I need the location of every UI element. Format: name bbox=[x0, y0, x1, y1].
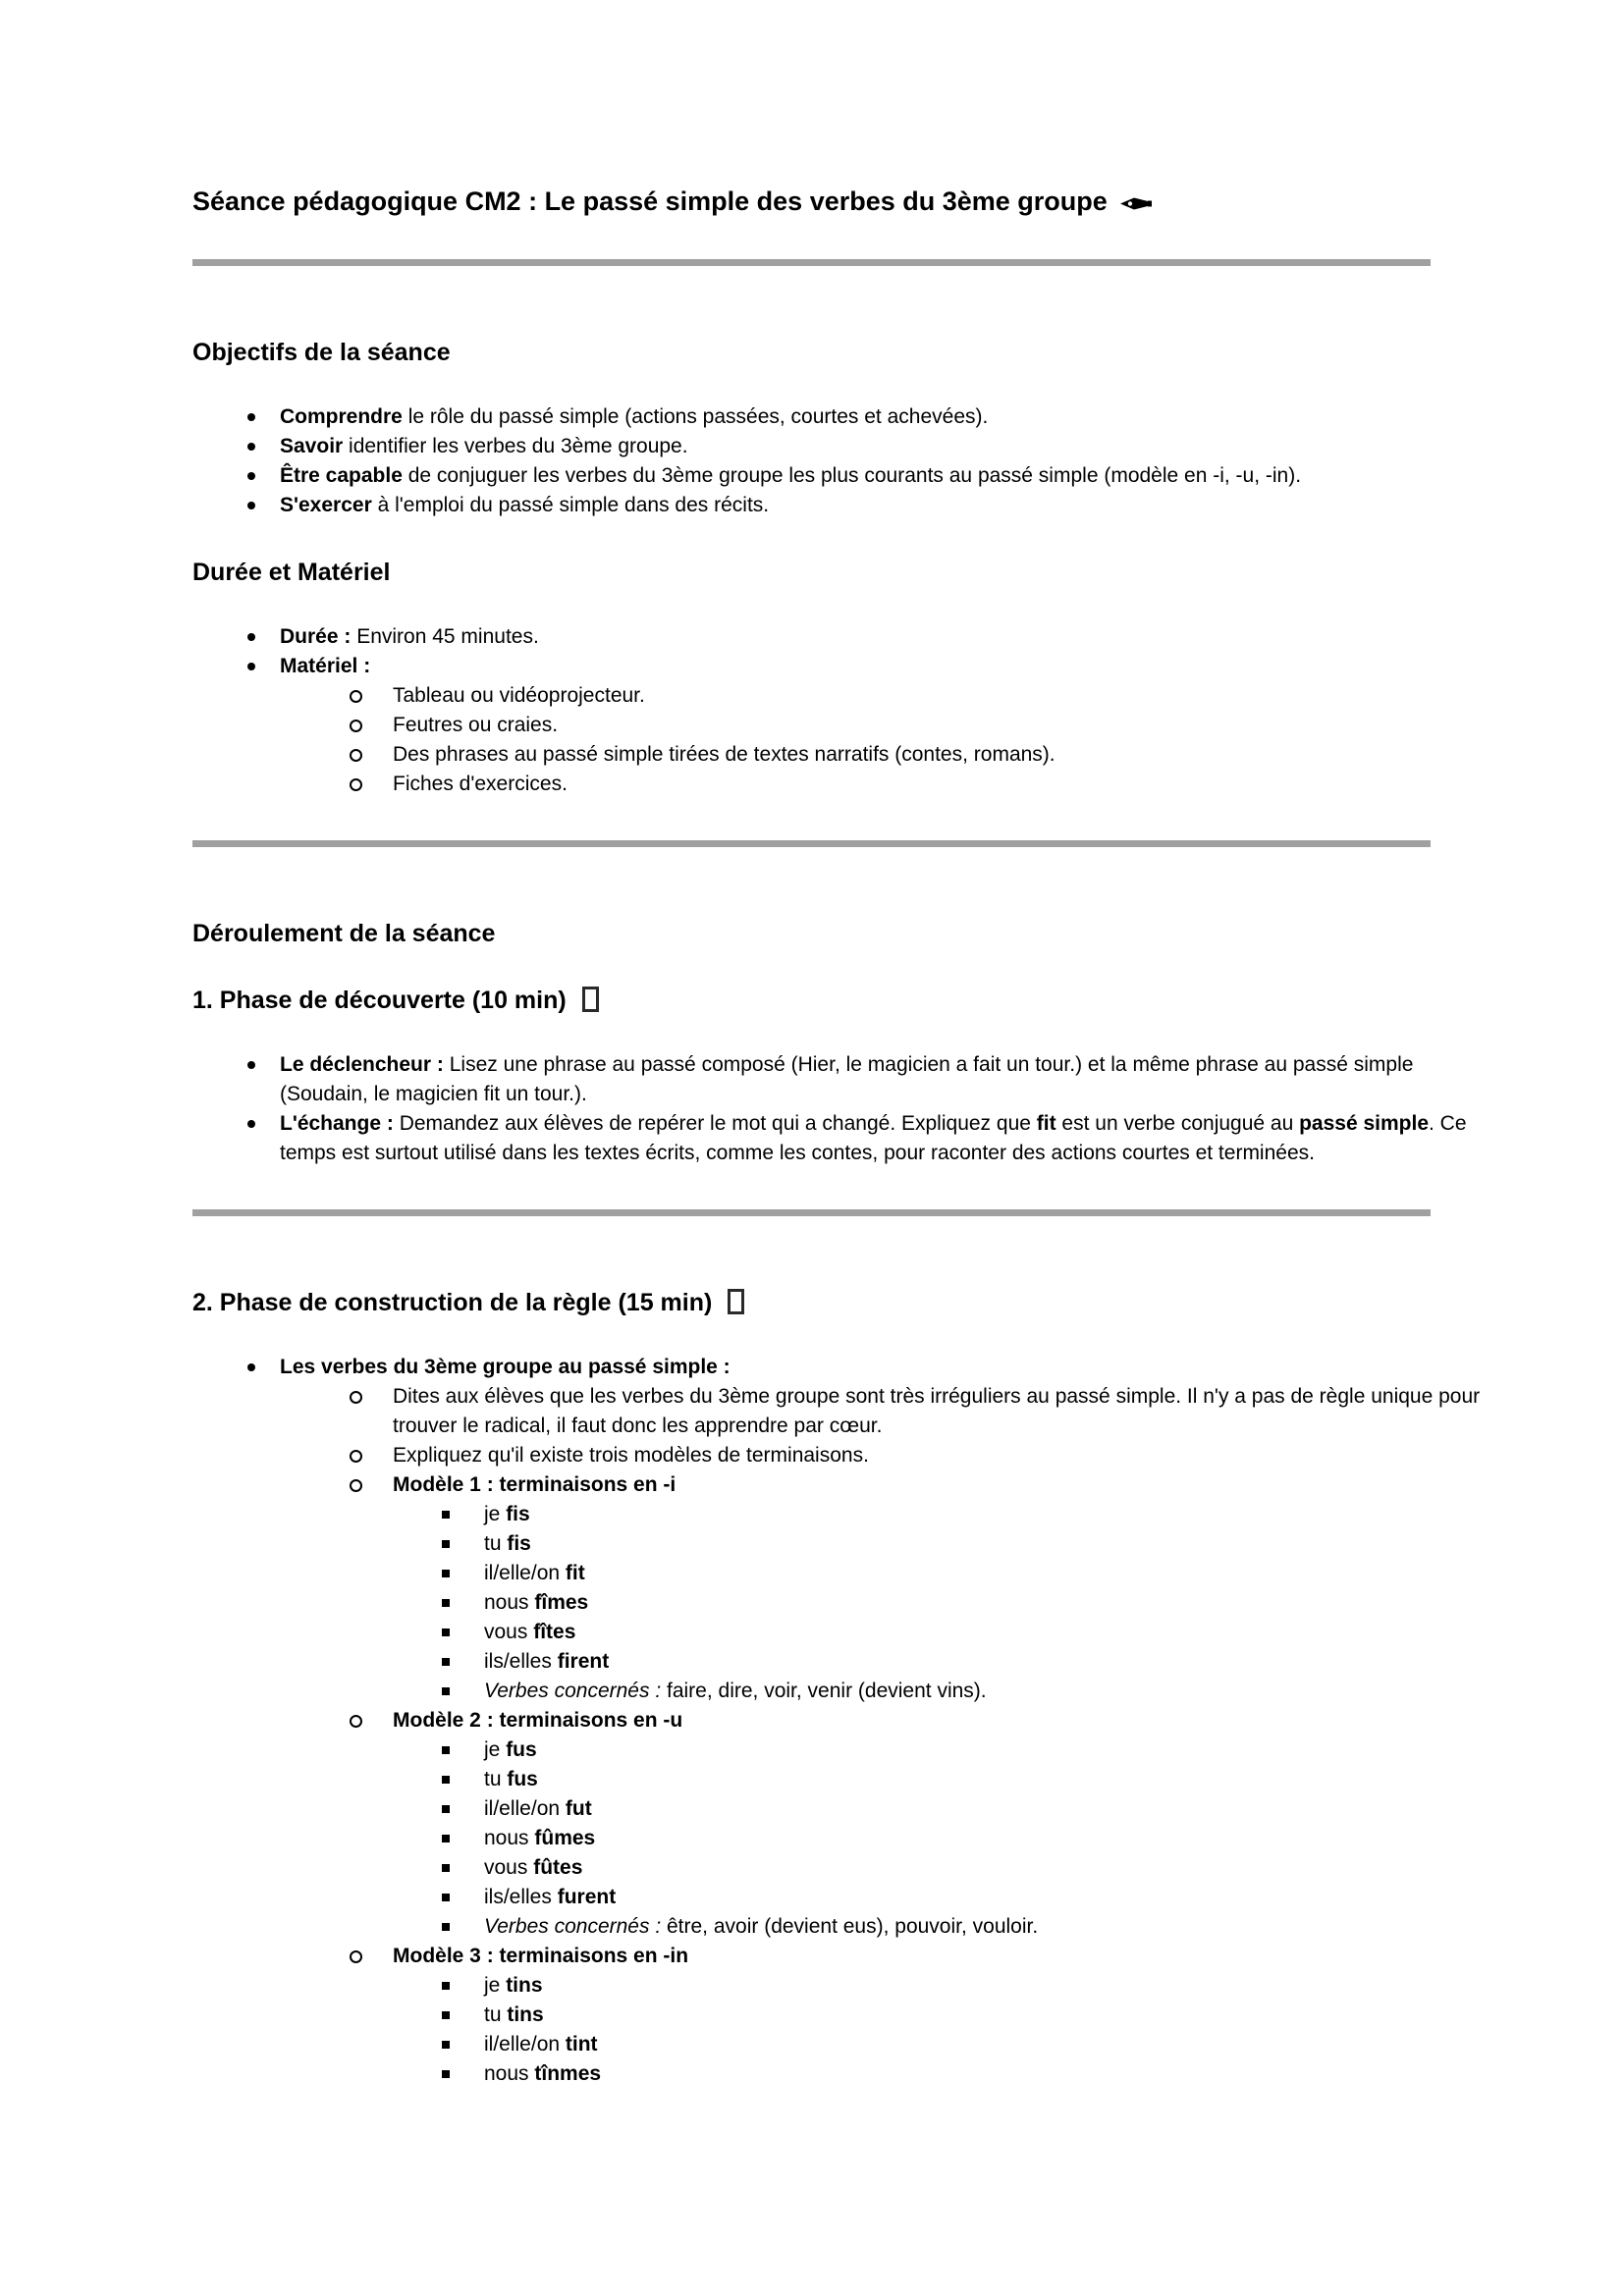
list-item-text bbox=[280, 1109, 1493, 1168]
list-item-text bbox=[393, 1706, 1493, 1942]
text-segment: Être capable bbox=[280, 464, 403, 487]
bullet-icon bbox=[245, 652, 280, 799]
text-segment: je bbox=[484, 1738, 507, 1761]
text-segment: être, avoir (devient eus), pouvoir, vouloir. bbox=[661, 1915, 1039, 1938]
text-segment: tins bbox=[507, 2003, 544, 2026]
text-segment: fîtes bbox=[533, 1621, 576, 1643]
text-segment: Matériel : bbox=[280, 655, 371, 677]
list-item-text bbox=[484, 1794, 1493, 1824]
list-item bbox=[349, 1441, 1493, 1470]
circle-bullet-icon bbox=[349, 681, 393, 711]
text-segment: passé simple bbox=[1299, 1112, 1430, 1135]
text-segment: fis bbox=[506, 1503, 530, 1525]
text-segment: Demandez aux élèves de repérer le mot qui a changé. Expliquez que bbox=[393, 1112, 1037, 1135]
text-segment: Modèle 2 : terminaisons en -u bbox=[393, 1709, 683, 1732]
square-bullet-icon bbox=[440, 1853, 484, 1883]
list-item bbox=[440, 1794, 1493, 1824]
section-divider bbox=[192, 1209, 1431, 1216]
text-segment: tu bbox=[484, 1532, 508, 1555]
circle-bullet-icon bbox=[349, 740, 393, 770]
list-item-text bbox=[484, 1765, 1493, 1794]
list-item bbox=[440, 1824, 1493, 1853]
text-segment: Environ 45 minutes. bbox=[351, 625, 539, 648]
bullet-list bbox=[192, 1353, 1493, 2089]
list-item bbox=[245, 1050, 1493, 1109]
text-segment: Comprendre bbox=[280, 405, 403, 428]
list-item-text bbox=[393, 711, 1493, 740]
list-item bbox=[245, 432, 1493, 461]
list-item bbox=[245, 461, 1493, 491]
list-item bbox=[440, 2059, 1493, 2089]
list-item bbox=[349, 740, 1493, 770]
text-segment: ils/elles bbox=[484, 1886, 558, 1908]
text-segment: est un verbe conjugué au bbox=[1056, 1112, 1300, 1135]
list-item bbox=[349, 1942, 1493, 2089]
list-item bbox=[349, 1382, 1493, 1441]
text-segment: tu bbox=[484, 1768, 508, 1790]
list-item bbox=[440, 1677, 1493, 1706]
circle-bullet-icon bbox=[349, 1382, 393, 1441]
square-bullet-icon bbox=[440, 1794, 484, 1824]
circle-bullet-icon bbox=[349, 1470, 393, 1706]
text-segment: 2. Phase de construction de la règle (15 min) bbox=[192, 1289, 720, 1316]
list-item-text bbox=[280, 652, 1493, 799]
text-segment: Des phrases au passé simple tirées de textes narratifs (contes, romans). bbox=[393, 743, 1056, 766]
list-item bbox=[440, 1765, 1493, 1794]
square-bullet-icon bbox=[440, 1529, 484, 1559]
text-segment: fus bbox=[506, 1738, 537, 1761]
bullet-icon bbox=[245, 1353, 280, 2089]
text-segment: furent bbox=[557, 1886, 617, 1908]
list-item-text bbox=[280, 1050, 1493, 1109]
text-segment: fut bbox=[565, 1797, 592, 1820]
list-item bbox=[440, 1912, 1493, 1942]
list-item bbox=[440, 1883, 1493, 1912]
list-item bbox=[245, 491, 1493, 520]
square-bullet-icon bbox=[440, 1559, 484, 1588]
list-item-text bbox=[484, 1735, 1493, 1765]
text-segment: Fiches d'exercices. bbox=[393, 773, 568, 795]
text-segment: Modèle 1 : terminaisons en -i bbox=[393, 1473, 677, 1496]
text-segment: Objectifs de la séance bbox=[192, 339, 451, 366]
list-item-text bbox=[484, 1912, 1493, 1942]
list-item bbox=[245, 652, 1493, 799]
text-segment: fis bbox=[507, 1532, 531, 1555]
text-segment: fus bbox=[507, 1768, 538, 1790]
text-segment: il/elle/on bbox=[484, 1797, 566, 1820]
page-title bbox=[192, 0, 1493, 218]
list-item bbox=[440, 2030, 1493, 2059]
text-segment: Le déclencheur : bbox=[280, 1053, 444, 1076]
text-segment: Feutres ou craies. bbox=[393, 714, 559, 736]
list-item bbox=[440, 1735, 1493, 1765]
list-item-text bbox=[280, 491, 1493, 520]
circle-bullet-icon bbox=[349, 1706, 393, 1942]
list-item-text bbox=[280, 432, 1493, 461]
list-item-text bbox=[484, 1529, 1493, 1559]
list-item bbox=[245, 402, 1493, 432]
bullet-list bbox=[192, 402, 1493, 520]
text-segment: le rôle du passé simple (actions passées, courtes et achevées). bbox=[402, 405, 989, 428]
text-segment: à l'emploi du passé simple dans des récits. bbox=[371, 494, 770, 516]
square-bullet-icon bbox=[440, 1588, 484, 1618]
list-item bbox=[440, 1529, 1493, 1559]
text-segment: faire, dire, voir, venir (devient vins). bbox=[661, 1680, 987, 1702]
text-segment: vous bbox=[484, 1856, 534, 1879]
list-item-text bbox=[484, 1971, 1493, 2001]
section-heading bbox=[192, 338, 1493, 367]
list-item-text bbox=[393, 740, 1493, 770]
square-bullet-icon bbox=[440, 1912, 484, 1942]
list-item-text bbox=[484, 1853, 1493, 1883]
section-heading bbox=[192, 919, 1493, 948]
list-item-text bbox=[280, 461, 1493, 491]
text-segment: de conjuguer les verbes du 3ème groupe les plus courants au passé simple (modèle en -i, -u, -in). bbox=[402, 464, 1302, 487]
list-item-text bbox=[484, 2059, 1493, 2089]
list-item bbox=[440, 1500, 1493, 1529]
text-segment: Déroulement de la séance bbox=[192, 920, 496, 947]
list-item-text bbox=[484, 1883, 1493, 1912]
pen-nib-icon bbox=[1119, 188, 1153, 218]
missing-glyph-box bbox=[728, 1289, 744, 1314]
text-segment: L'échange : bbox=[280, 1112, 394, 1135]
text-segment: Durée et Matériel bbox=[192, 559, 391, 586]
text-segment: tint bbox=[565, 2033, 598, 2056]
text-segment: il/elle/on bbox=[484, 1562, 566, 1584]
list-item bbox=[440, 1971, 1493, 2001]
text-segment: il/elle/on bbox=[484, 2033, 566, 2056]
text-segment: Verbes concernés : bbox=[484, 1680, 662, 1702]
page-title-text: Séance pédagogique CM2 : Le passé simple des verbes du 3ème groupe bbox=[192, 187, 1108, 216]
list-item-text bbox=[484, 1588, 1493, 1618]
list-item bbox=[440, 1853, 1493, 1883]
square-bullet-icon bbox=[440, 1618, 484, 1647]
list-item-text bbox=[393, 1441, 1493, 1470]
bullet-icon bbox=[245, 491, 280, 520]
text-segment: nous bbox=[484, 1591, 535, 1614]
list-item-text bbox=[484, 1647, 1493, 1677]
bullet-icon bbox=[245, 402, 280, 432]
list-item-text bbox=[484, 1559, 1493, 1588]
text-segment: Dites aux élèves que les verbes du 3ème groupe sont très irréguliers au passé simple. Il n'y a pas de règle unique pour trouver le radical, il faut donc les apprendre par cœur. bbox=[393, 1385, 1481, 1437]
text-segment: fit bbox=[1036, 1112, 1056, 1135]
bullet-icon bbox=[245, 1109, 280, 1168]
text-segment: Verbes concernés : bbox=[484, 1915, 662, 1938]
text-segment: Savoir bbox=[280, 435, 344, 457]
text-segment: vous bbox=[484, 1621, 534, 1643]
bullet-icon bbox=[245, 461, 280, 491]
list-item-text bbox=[280, 402, 1493, 432]
bullet-icon bbox=[245, 622, 280, 652]
text-segment: Durée : bbox=[280, 625, 352, 648]
list-item-text bbox=[484, 2001, 1493, 2030]
list-item-text bbox=[484, 1500, 1493, 1529]
square-bullet-icon bbox=[440, 2059, 484, 2089]
square-bullet-icon bbox=[440, 1824, 484, 1853]
text-segment: Lisez une phrase au passé composé (Hier, le magicien a fait un tour.) et la même phrase au passé simple (Soudain, le magicien fit un tour.). bbox=[280, 1053, 1414, 1105]
list-item-text bbox=[393, 770, 1493, 799]
list-item bbox=[440, 1559, 1493, 1588]
text-segment: nous bbox=[484, 1827, 535, 1849]
text-segment: identifier les verbes du 3ème groupe. bbox=[343, 435, 688, 457]
square-bullet-icon bbox=[440, 1765, 484, 1794]
list-item bbox=[349, 681, 1493, 711]
text-segment: 1. Phase de découverte (10 min) bbox=[192, 987, 573, 1014]
text-segment: S'exercer bbox=[280, 494, 372, 516]
square-bullet-icon bbox=[440, 1647, 484, 1677]
bullet-list bbox=[280, 1382, 1493, 2089]
text-segment: tins bbox=[506, 1974, 543, 1997]
list-item-text bbox=[280, 622, 1493, 652]
list-item-text bbox=[393, 1470, 1493, 1706]
list-item bbox=[349, 770, 1493, 799]
list-item-text bbox=[393, 1942, 1493, 2089]
list-item bbox=[349, 1470, 1493, 1706]
square-bullet-icon bbox=[440, 1971, 484, 2001]
circle-bullet-icon bbox=[349, 1441, 393, 1470]
section-divider bbox=[192, 840, 1431, 847]
square-bullet-icon bbox=[440, 1735, 484, 1765]
list-item-text bbox=[393, 681, 1493, 711]
bullet-icon bbox=[245, 1050, 280, 1109]
list-item bbox=[245, 1353, 1493, 2089]
text-segment: je bbox=[484, 1974, 507, 1997]
text-segment: fîmes bbox=[534, 1591, 589, 1614]
circle-bullet-icon bbox=[349, 770, 393, 799]
document-sections bbox=[192, 259, 1493, 2089]
list-item-text bbox=[484, 1824, 1493, 1853]
list-item bbox=[245, 1109, 1493, 1168]
square-bullet-icon bbox=[440, 1677, 484, 1706]
square-bullet-icon bbox=[440, 2001, 484, 2030]
list-item-text bbox=[393, 1382, 1493, 1441]
list-item bbox=[440, 2001, 1493, 2030]
text-segment: Les verbes du 3ème groupe au passé simple : bbox=[280, 1356, 731, 1378]
bullet-icon bbox=[245, 432, 280, 461]
text-segment: . Ce temps est surtout utilisé dans les textes écrits, comme les contes, pour raconter des actions courtes et terminées. bbox=[280, 1112, 1467, 1164]
square-bullet-icon bbox=[440, 1883, 484, 1912]
list-item-text bbox=[484, 2030, 1493, 2059]
text-segment: tînmes bbox=[534, 2062, 602, 2085]
square-bullet-icon bbox=[440, 2030, 484, 2059]
circle-bullet-icon bbox=[349, 711, 393, 740]
text-segment: nous bbox=[484, 2062, 535, 2085]
list-item bbox=[349, 711, 1493, 740]
text-segment: Expliquez qu'il existe trois modèles de terminaisons. bbox=[393, 1444, 869, 1467]
circle-bullet-icon bbox=[349, 1942, 393, 2089]
list-item bbox=[440, 1588, 1493, 1618]
square-bullet-icon bbox=[440, 1500, 484, 1529]
bullet-list bbox=[393, 1735, 1493, 1942]
bullet-list bbox=[393, 1500, 1493, 1706]
text-segment: tu bbox=[484, 2003, 508, 2026]
bullet-list bbox=[393, 1971, 1493, 2089]
section-heading bbox=[192, 1288, 1493, 1317]
text-segment: ils/elles bbox=[484, 1650, 558, 1673]
section-heading bbox=[192, 986, 1493, 1015]
text-segment: fûtes bbox=[533, 1856, 583, 1879]
text-segment: fit bbox=[565, 1562, 585, 1584]
section-heading bbox=[192, 558, 1493, 587]
list-item bbox=[440, 1647, 1493, 1677]
text-segment: je bbox=[484, 1503, 507, 1525]
bullet-list bbox=[280, 681, 1493, 799]
list-item bbox=[349, 1706, 1493, 1942]
list-item bbox=[245, 622, 1493, 652]
bullet-list bbox=[192, 1050, 1493, 1168]
text-segment: Modèle 3 : terminaisons en -in bbox=[393, 1945, 689, 1967]
list-item bbox=[440, 1618, 1493, 1647]
missing-glyph-box bbox=[582, 987, 599, 1012]
text-segment: firent bbox=[557, 1650, 610, 1673]
list-item-text bbox=[484, 1677, 1493, 1706]
text-segment: fûmes bbox=[534, 1827, 596, 1849]
text-segment: Tableau ou vidéoprojecteur. bbox=[393, 684, 645, 707]
list-item-text bbox=[484, 1618, 1493, 1647]
list-item-text bbox=[280, 1353, 1493, 2089]
bullet-list bbox=[192, 622, 1493, 799]
section-divider bbox=[192, 259, 1431, 266]
